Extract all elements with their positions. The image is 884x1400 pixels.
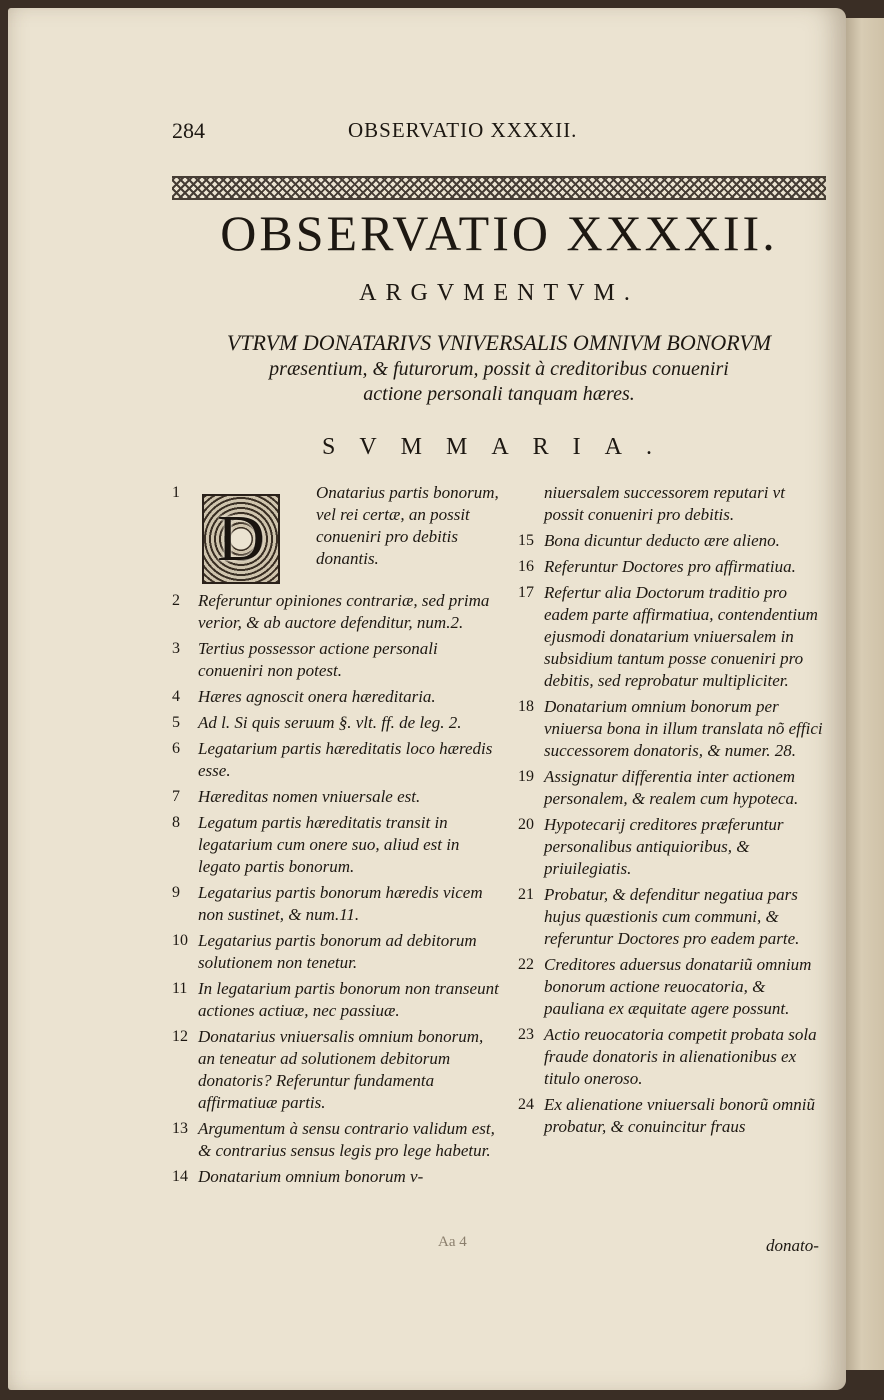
summary-entry-7 [172, 786, 504, 808]
question-line-3: actione personali tanquam hæres. [363, 383, 635, 405]
argumentum-heading: ARGVMENTVM. [359, 280, 639, 306]
question-line-2: præsentium, & futurorum, possit à creditoribus conueniri [269, 358, 729, 380]
entry-text: Hæreditas nomen vniuersale est. [198, 787, 421, 806]
entry-number: 15 [518, 532, 534, 549]
summary-entry-9 [172, 882, 504, 926]
entry-text: niuersalem successorem reputari vt possit conueniri pro debitis. [544, 483, 785, 524]
entry-number: 5 [172, 714, 180, 731]
entry-number: 17 [518, 584, 534, 601]
entry-text: Assignatur differentia inter actionem personalem, & realem cum hypoteca. [544, 767, 799, 808]
decorated-initial-icon: D [202, 494, 280, 584]
entry-text: Legatarius partis bonorum ad debitorum solutionem non tenetur. [198, 931, 477, 972]
entry-text: Legatarius partis bonorum hæredis vicem non sustinet, & num.11. [198, 883, 483, 924]
entry-text: Refertur alia Doctorum traditio pro eadem parte affirmatiua, contendentium ejusmodi donatarium vniuersalem in subsidium tantum posse conueniri pro debitis, sed reprobatur multipliciter. [544, 583, 818, 690]
summary-entry-14-continuation [518, 482, 828, 526]
entry-number: 14 [172, 1168, 188, 1185]
entry-number: 13 [172, 1120, 188, 1137]
entry-text: Ex alienatione vniuersali bonorũ omniũ probatur, & conuincitur fraus [544, 1095, 816, 1136]
entry-number: 6 [172, 740, 180, 757]
entry-number: 4 [172, 688, 180, 705]
summary-entry-17 [518, 582, 828, 692]
entry-number: 24 [518, 1096, 534, 1113]
summary-entry-14 [172, 1166, 504, 1188]
entry-text: Bona dicuntur deducto ære alieno. [544, 531, 780, 550]
entry-text: Onatarius partis bonorum, vel rei certæ, an possit conueniri pro debitis donantis. [316, 483, 499, 568]
summary-entry-16 [518, 556, 828, 578]
summary-column-right [518, 482, 828, 1142]
entry-number: 16 [518, 558, 534, 575]
entry-number: 23 [518, 1026, 534, 1043]
summary-entry-24 [518, 1094, 828, 1138]
signature-mark: Aa 4 [438, 1234, 467, 1250]
entry-number: 12 [172, 1028, 188, 1045]
summary-entry-18 [518, 696, 828, 762]
summary-entry-21 [518, 884, 828, 950]
entry-number: 2 [172, 592, 180, 609]
summary-entry-22 [518, 954, 828, 1020]
entry-number: 9 [172, 884, 180, 901]
entry-text: Legatarium partis hæreditatis loco hæredis esse. [198, 739, 493, 780]
entry-text: Donatarius vniuersalis omnium bonorum, an teneatur ad solutionem debitorum donatoris? Referuntur fundamenta affirmatiuæ partis. [198, 1027, 484, 1112]
entry-number: 1 [172, 484, 180, 501]
argument-question [172, 330, 826, 406]
summary-entry-5 [172, 712, 504, 734]
entry-text: Hypotecarij creditores præferuntur personalibus antiquioribus, & priuilegiatis. [544, 815, 784, 878]
entry-text: Referuntur Doctores pro affirmatiua. [544, 557, 796, 576]
entry-text: Creditores aduersus donatariũ omnium bonorum actione reuocatoria, & pauliana ex æquitate agere possunt. [544, 955, 812, 1018]
summaria-heading: SVMMARIA. [321, 434, 677, 460]
summary-entry-15 [518, 530, 828, 552]
entry-text: Referuntur opiniones contrariæ, sed prima verior, & ab auctore defenditur, num.2. [198, 591, 490, 632]
entry-number: 3 [172, 640, 180, 657]
summary-entry-4 [172, 686, 504, 708]
entry-number: 7 [172, 788, 180, 805]
entry-number: 11 [172, 980, 188, 997]
entry-number: 22 [518, 956, 534, 973]
entry-number: 10 [172, 932, 188, 949]
catchword: donato- [766, 1236, 819, 1255]
entry-text: Donatarium omnium bonorum v- [198, 1167, 424, 1186]
summary-entry-23 [518, 1024, 828, 1090]
entry-number: 20 [518, 816, 534, 833]
running-title: OBSERVATIO XXXXII. [348, 118, 578, 142]
running-head [172, 118, 812, 146]
entry-number: 18 [518, 698, 534, 715]
entry-text: Legatum partis hæreditatis transit in legatarium cum onere suo, aliud est in legato partis bonorum. [198, 813, 460, 876]
entry-text: Actio reuocatoria competit probata sola fraude donatoris in alienationibus ex titulo oneroso. [544, 1025, 817, 1088]
entry-text: Donatarium omnium bonorum per vniuersa bona in illum translata nõ effici successorem donatoris, & numer. 28. [544, 697, 823, 760]
chapter-title: OBSERVATIO XXXXII. [220, 205, 778, 261]
summary-entry-12 [172, 1026, 504, 1114]
entry-number: 8 [172, 814, 180, 831]
summary-entry-8 [172, 812, 504, 878]
summary-entry-1 [172, 482, 504, 586]
entry-text: In legatarium partis bonorum non transeunt actiones actiuæ, nec passiuæ. [198, 979, 499, 1020]
summary-column-left [172, 482, 504, 1192]
summary-entry-2 [172, 590, 504, 634]
header-ornament-band [172, 176, 826, 200]
question-line-1: VTRVM DONATARIVS VNIVERSALIS OMNIVM BONORVM [226, 330, 772, 355]
entry-text: Argumentum à sensu contrario validum est, & contrarius sensus legis pro lege habetur. [198, 1119, 495, 1160]
summary-entry-13 [172, 1118, 504, 1162]
summary-entry-20 [518, 814, 828, 880]
entry-number: 19 [518, 768, 534, 785]
page-number: 284 [172, 118, 205, 143]
summary-entry-3 [172, 638, 504, 682]
entry-text: Ad l. Si quis seruum §. vlt. ff. de leg. 2. [198, 713, 462, 732]
summary-entry-19 [518, 766, 828, 810]
summary-entry-10 [172, 930, 504, 974]
entry-text: Tertius possessor actione personali conueniri non potest. [198, 639, 438, 680]
entry-text: Probatur, & defenditur negatiua pars hujus quæstionis cum communi, & referuntur Doctores pro eadem parte. [544, 885, 800, 948]
summary-entry-11 [172, 978, 504, 1022]
entry-text: Hæres agnoscit onera hæreditaria. [198, 687, 436, 706]
summary-entry-6 [172, 738, 504, 782]
entry-number: 21 [518, 886, 534, 903]
facing-page-edge [846, 18, 884, 1370]
